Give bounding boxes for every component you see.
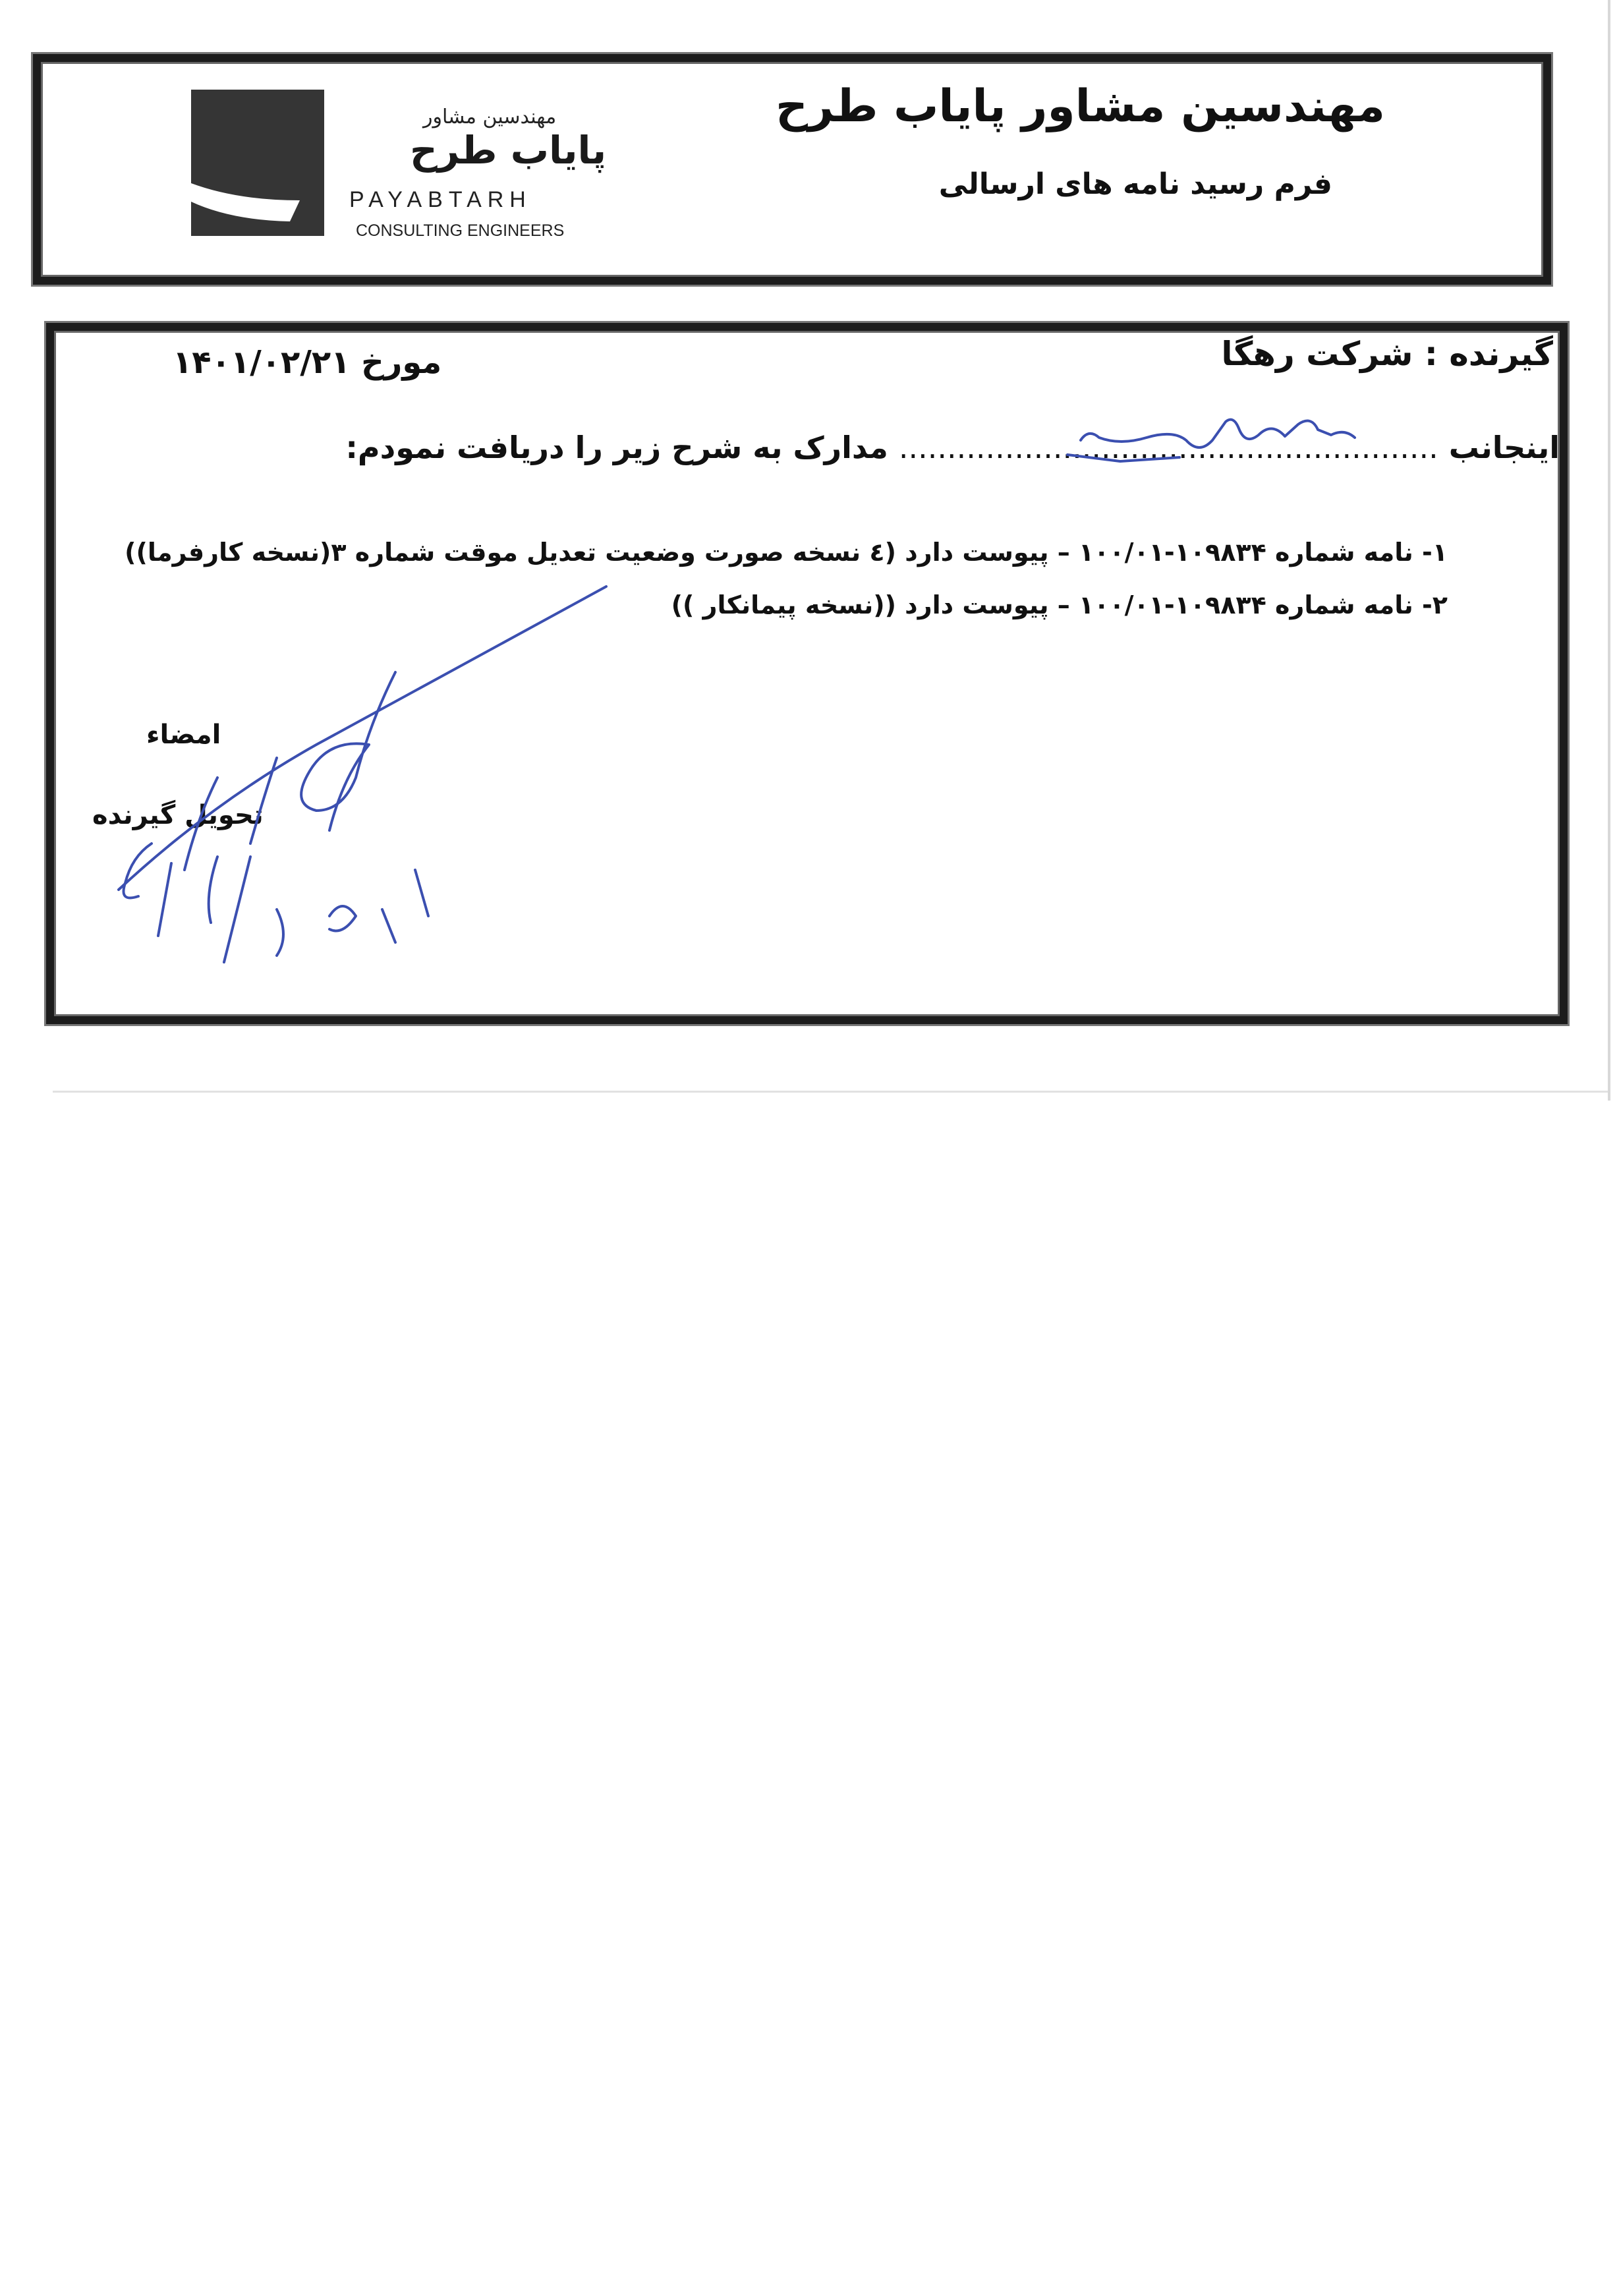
- recipient-line: گیرنده : شرکت رهگا: [1221, 335, 1553, 373]
- receipt-body-box: [46, 323, 1568, 1024]
- logo-persian-name: پایاب طرح: [410, 128, 607, 173]
- list-item: ۲- نامه شماره ۱۰۹۸۳۴-۱۰۰/۰۱ – پیوست دارد ((نسخه پیمانکار )): [671, 590, 1448, 619]
- logo-mark-icon: [191, 90, 324, 236]
- logo-english-name: PAYABTARH: [349, 187, 532, 212]
- payabtarh-logo-icon: [191, 90, 324, 236]
- undersigned-prefix: اینجانب: [1448, 430, 1560, 465]
- list-item: ۱- نامه شماره ۱۰۹۸۳۴-۱۰۰/۰۱ – پیوست دارد (٤ نسخه صورت وضعیت تعدیل موقت شماره ۳(نسخه کارفرما)): [125, 538, 1448, 567]
- scan-edge-right: [1608, 0, 1610, 1101]
- signature-label: امضاء: [146, 720, 221, 750]
- undersigned-dots: ........................................................: [898, 430, 1438, 465]
- form-title: فرم رسید نامه های ارسالی: [938, 167, 1332, 201]
- logo-english-subtitle: CONSULTING ENGINEERS: [356, 221, 565, 240]
- scan-edge-bottom: [53, 1091, 1608, 1093]
- date-line: مورخ ۱۴۰۱/۰۲/۲۱: [173, 344, 442, 381]
- undersigned-suffix: مدارک به شرح زیر را دریافت نمودم:: [345, 430, 888, 465]
- logo-persian-small: مهندسین مشاور: [423, 105, 557, 129]
- receiver-label: تحویل گیرنده: [92, 800, 264, 830]
- undersigned-line: [346, 430, 1560, 465]
- header-box: [33, 54, 1551, 285]
- company-title: مهندسین مشاور پایاب طرح: [776, 80, 1385, 132]
